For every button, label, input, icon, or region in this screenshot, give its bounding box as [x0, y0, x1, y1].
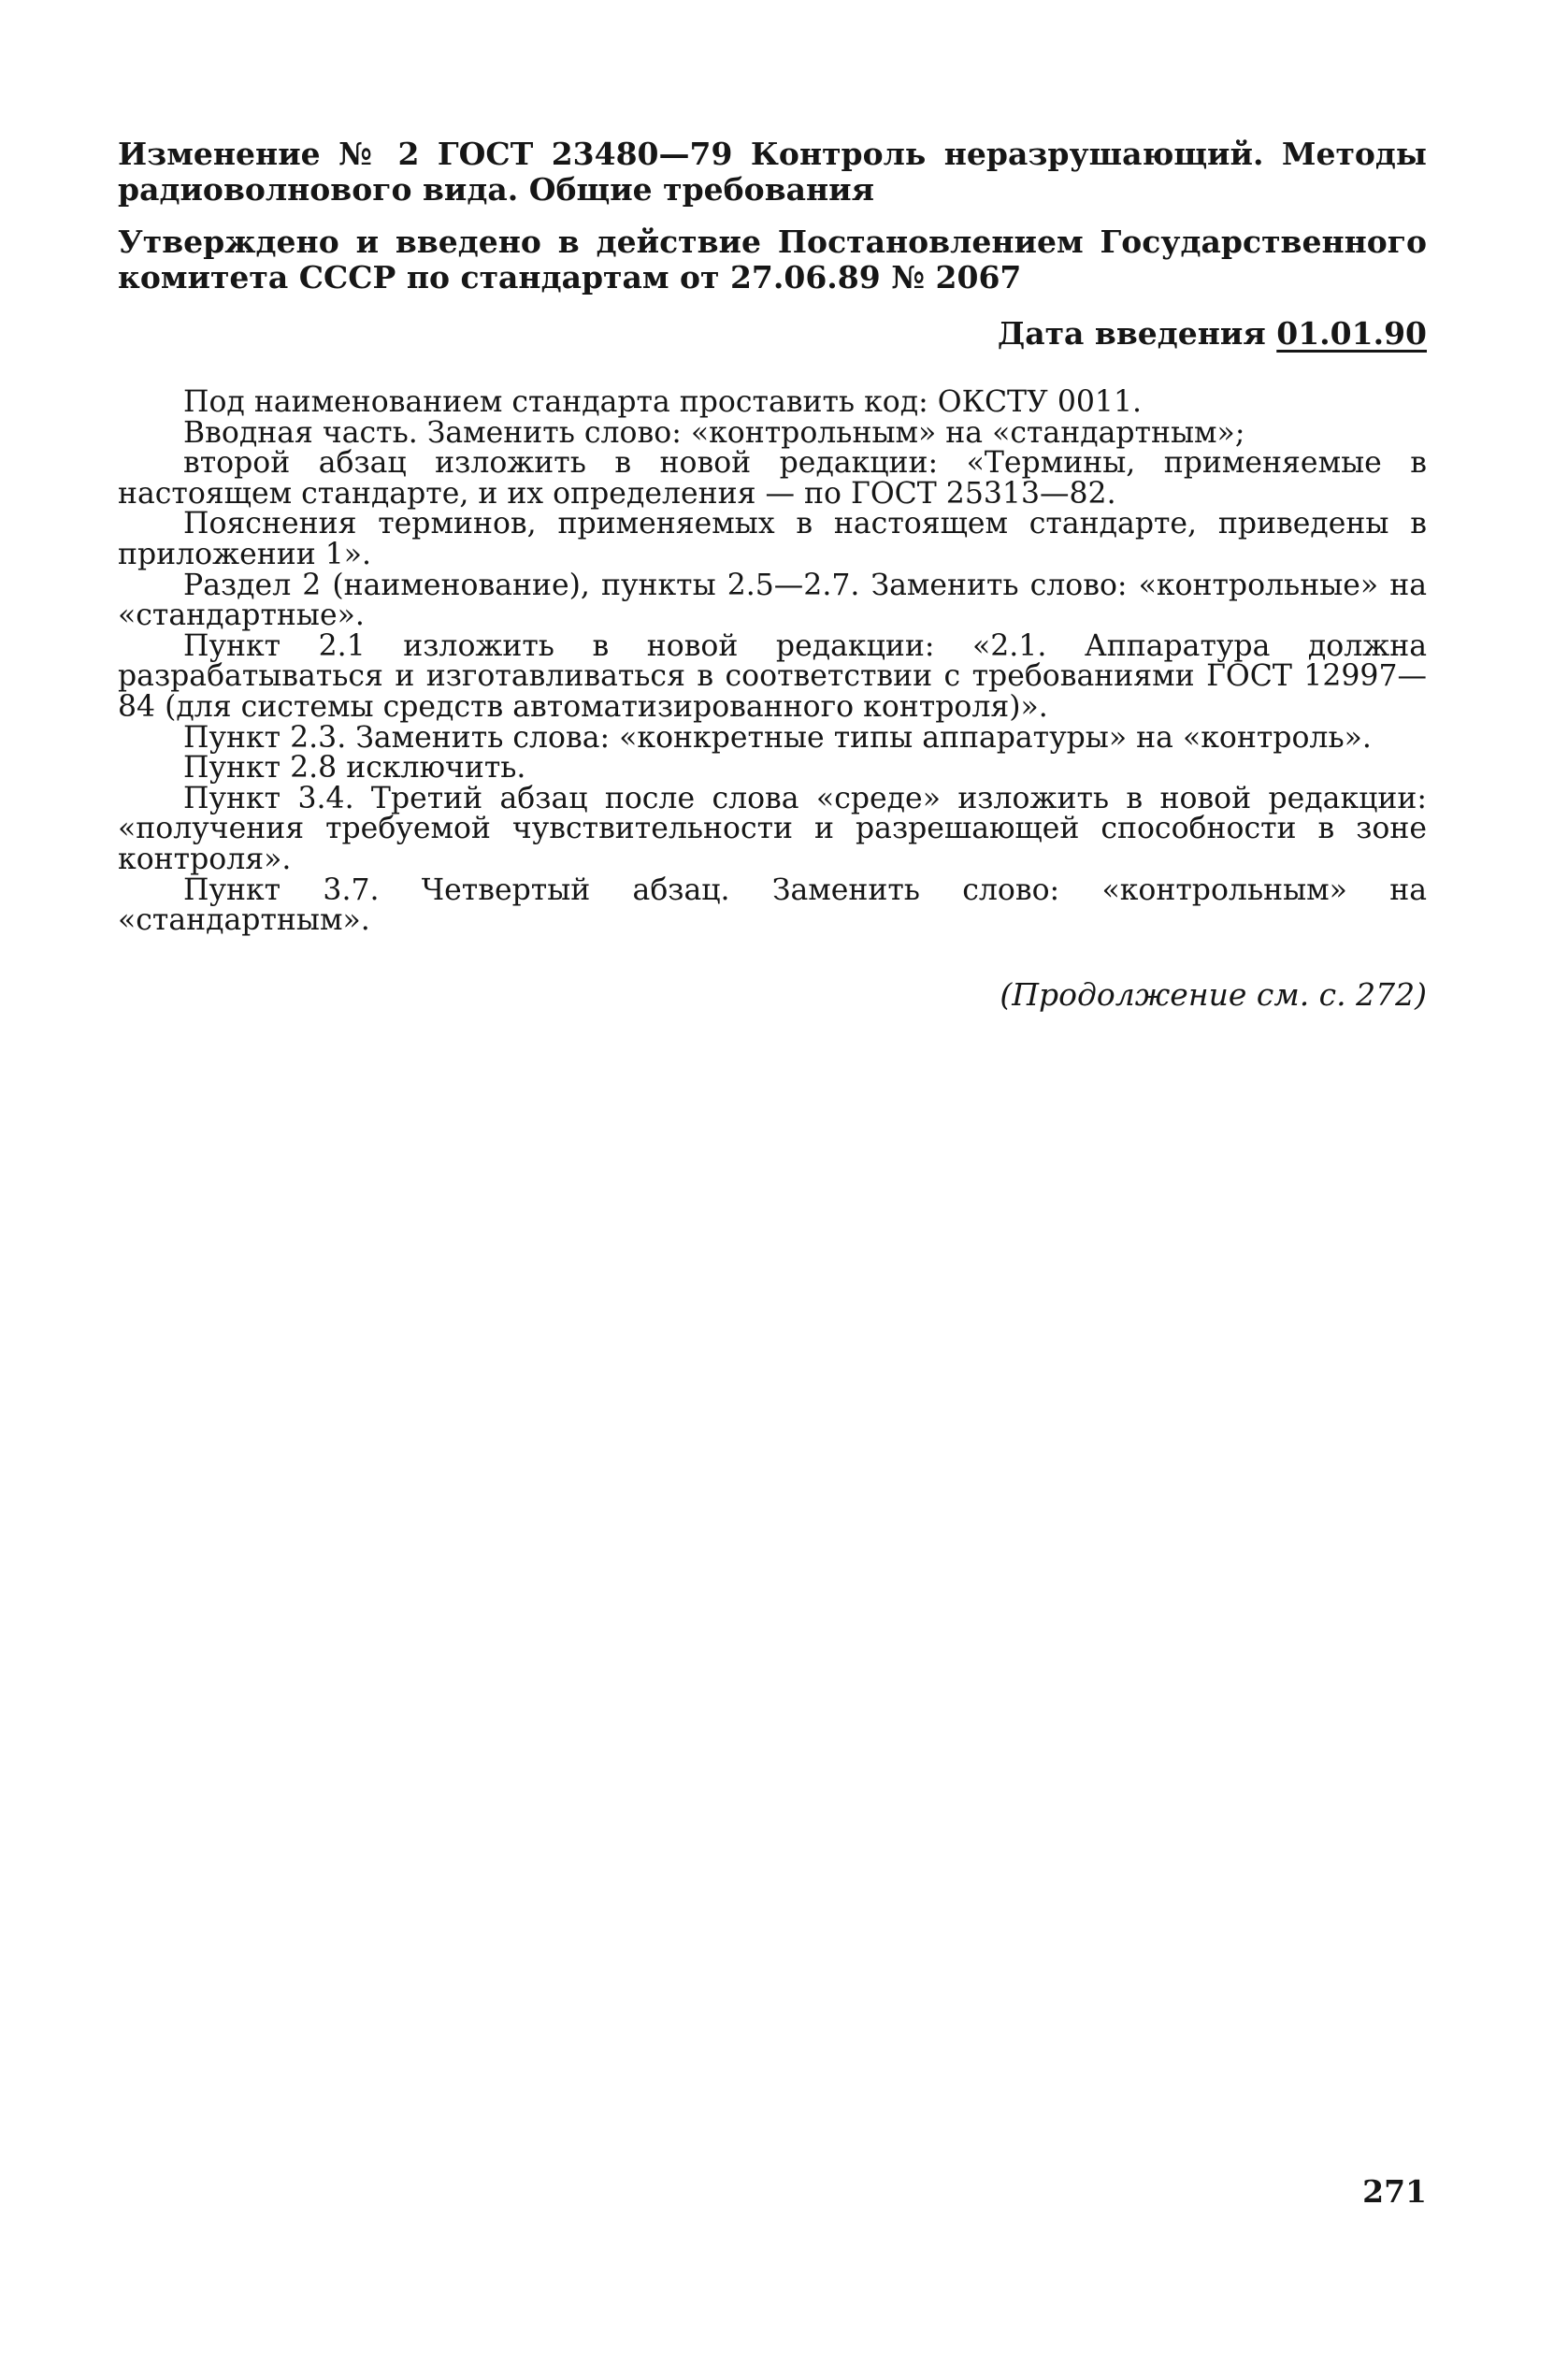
paragraph-introduction: Вводная часть. Заменить слово: «контрольным» на «стандартным»;: [183, 415, 1245, 450]
continuation-note: (Продолжение см. с. 272): [1000, 975, 1427, 1013]
effective-date-value: 01.01.90: [1276, 315, 1427, 352]
paragraph-second-section: второй абзац изложить в новой редакции: «Термины, применяемые в настоящем стандарте, и их определения — по ГОСТ 25313—82.: [118, 446, 1427, 511]
paragraph-section-2: Раздел 2 (наименование), пункты 2.5—2.7. Заменить слово: «контрольные» на «стандартные».: [118, 568, 1427, 633]
amendment-body: [118, 387, 1427, 936]
effective-date-label: Дата введения: [997, 315, 1277, 352]
page-number: 271: [1362, 2173, 1427, 2210]
effective-date-line: [118, 316, 1427, 352]
text-column: [118, 137, 1427, 1013]
paragraph-item-2-8: Пункт 2.8 исключить.: [183, 751, 526, 786]
paragraph-term-explanations: Пояснения терминов, применяемых в настоящем стандарте, приведены в приложении 1».: [118, 507, 1427, 571]
paragraph-item-3-4: Пункт 3.4. Третий абзац после слова «среде» изложить в новой редакции: «получения требуемой чувствительности и разрешающей способности в зоне контроля».: [118, 781, 1427, 876]
approval-statement: Утверждено и введено в действие Постановлением Государственного комитета СССР по стандартам от 27.06.89 № 2067: [118, 223, 1427, 296]
paragraph-item-2-1: Пункт 2.1 изложить в новой редакции: «2.1. Аппаратура должна разрабатываться и изготавливаться в соответствии с требованиями ГОСТ 12997—84 (для системы средств автоматизированного контроля)».: [118, 628, 1427, 724]
amendment-heading: Изменение № 2 ГОСТ 23480—79 Контроль неразрушающий. Методы радиоволнового вида. Общие требования: [118, 136, 1427, 208]
paragraph-okstu-code: Под наименованием стандарта проставить код: ОКСТУ 0011.: [183, 385, 1143, 419]
paragraph-item-3-7: Пункт 3.7. Четвертый абзац. Заменить слово: «контрольным» на «стандартным».: [118, 872, 1427, 938]
paragraph-item-2-3: Пункт 2.3. Заменить слова: «конкретные типы аппаратуры» на «контроль».: [183, 720, 1372, 755]
